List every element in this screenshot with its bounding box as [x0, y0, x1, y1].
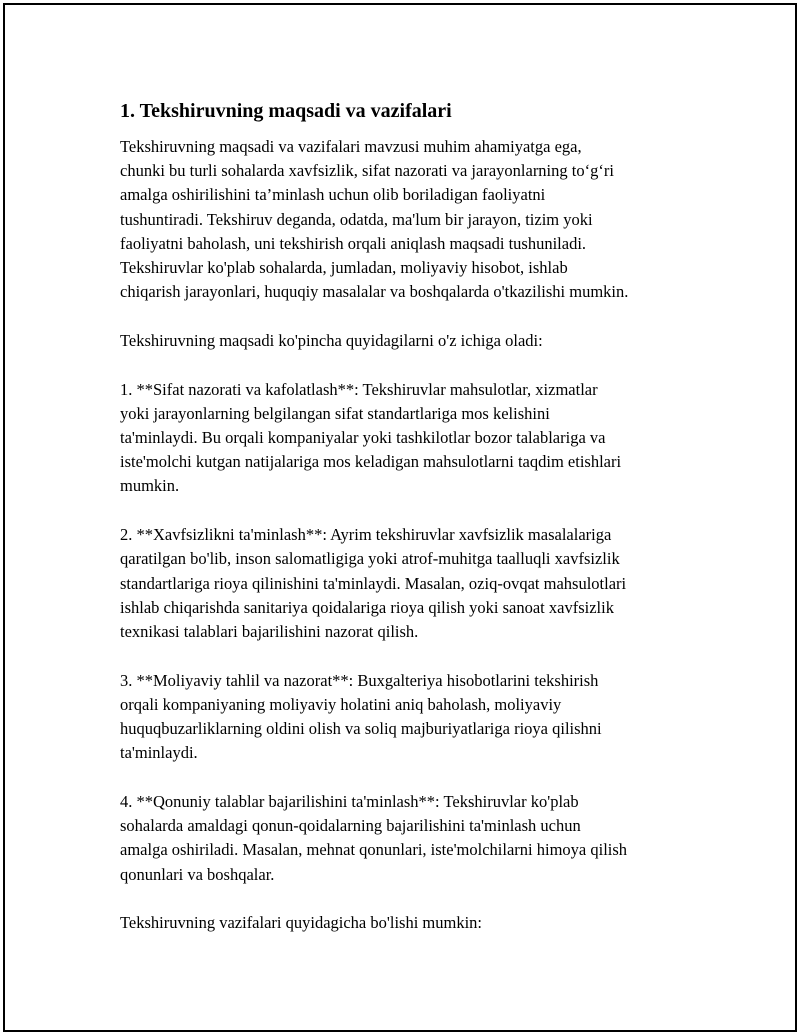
text-line: texnikasi talablari bajarilishini nazorat qilish. — [120, 621, 419, 641]
text-line: ta'minlaydi. — [120, 743, 198, 763]
text-line: tushuntiradi. Tekshiruv deganda, odatda, ma'lum bir jarayon, tizim yoki — [120, 209, 593, 229]
text-line: sohalarda amaldagi qonun-qoidalarning bajarilishini ta'minlash uchun — [120, 816, 581, 836]
text-line: orqali kompaniyaning moliyaviy holatini aniq baholash, moliyaviy — [120, 694, 562, 714]
text-line: chiqarish jarayonlari, huquqiy masalalar va boshqalarda o'tkazilishi mumkin. — [120, 282, 629, 302]
text-line: huquqbuzarliklarning oldini olish va soliq majburiyatlariga rioya qilishni — [120, 719, 602, 739]
text-line: 3. **Moliyaviy tahlil va nazorat**: Buxgalteriya hisobotlarini tekshirish — [120, 670, 599, 690]
paragraph-item-4 — [120, 790, 700, 887]
text-line: qonunlari va boshqalar. — [120, 864, 275, 884]
paragraph-tasks-lead — [120, 911, 700, 935]
text-line: ishlab chiqarishda sanitariya qoidalariga rioya qilish yoki sanoat xavfsizlik — [120, 597, 614, 617]
paragraph-item-2 — [120, 523, 700, 644]
text-line: qaratilgan bo'lib, inson salomatligiga yoki atrof-muhitga taalluqli xavfsizlik — [120, 549, 620, 569]
paragraph-item-3 — [120, 669, 700, 766]
text-line: 1. **Sifat nazorati va kafolatlash**: Tekshiruvlar mahsulotlar, xizmatlar — [120, 379, 598, 399]
text-line: Tekshiruvlar ko'plab sohalarda, jumladan, moliyaviy hisobot, ishlab — [120, 258, 568, 278]
text-line: amalga oshirilishini ta’minlash uchun olib boriladigan faoliyatni — [120, 185, 546, 205]
text-line: faoliyatni baholash, uni tekshirish orqali aniqlash maqsadi tushuniladi. — [120, 233, 587, 253]
section-heading: 1. Tekshiruvning maqsadi va vazifalari — [120, 100, 452, 122]
text-line: iste'molchi kutgan natijalariga mos keladigan mahsulotlarni taqdim etishlari — [120, 452, 622, 472]
document-body — [120, 97, 700, 960]
paragraph-purpose-lead — [120, 329, 700, 353]
text-line: Tekshiruvning maqsadi ko'pincha quyidagilarni o'z ichiga oladi: — [120, 330, 543, 350]
text-line: yoki jarayonlarning belgilangan sifat standartlariga mos kelishini — [120, 403, 550, 423]
paragraph-item-1 — [120, 378, 700, 499]
paragraph-intro — [120, 135, 700, 304]
text-line: mumkin. — [120, 476, 180, 496]
text-line: 2. **Xavfsizlikni ta'minlash**: Ayrim tekshiruvlar xavfsizlik masalalariga — [120, 525, 612, 545]
text-line: Tekshiruvning vazifalari quyidagicha bo'lishi mumkin: — [120, 913, 482, 933]
page-frame — [3, 3, 797, 1032]
text-line: Tekshiruvning maqsadi va vazifalari mavzusi muhim ahamiyatga ega, — [120, 137, 582, 156]
text-line: ta'minlaydi. Bu orqali kompaniyalar yoki tashkilotlar bozor talablariga va — [120, 428, 606, 448]
text-line: amalga oshiriladi. Masalan, mehnat qonunlari, iste'molchilarni himoya qilish — [120, 840, 628, 860]
text-line: chunki bu turli sohalarda xavfsizlik, sifat nazorati va jarayonlarning to‘g‘ri — [120, 161, 614, 181]
text-line: standartlariga rioya qilinishini ta'minlaydi. Masalan, oziq-ovqat mahsulotlari — [120, 573, 627, 593]
text-line: 4. **Qonuniy talablar bajarilishini ta'minlash**: Tekshiruvlar ko'plab — [120, 791, 579, 811]
